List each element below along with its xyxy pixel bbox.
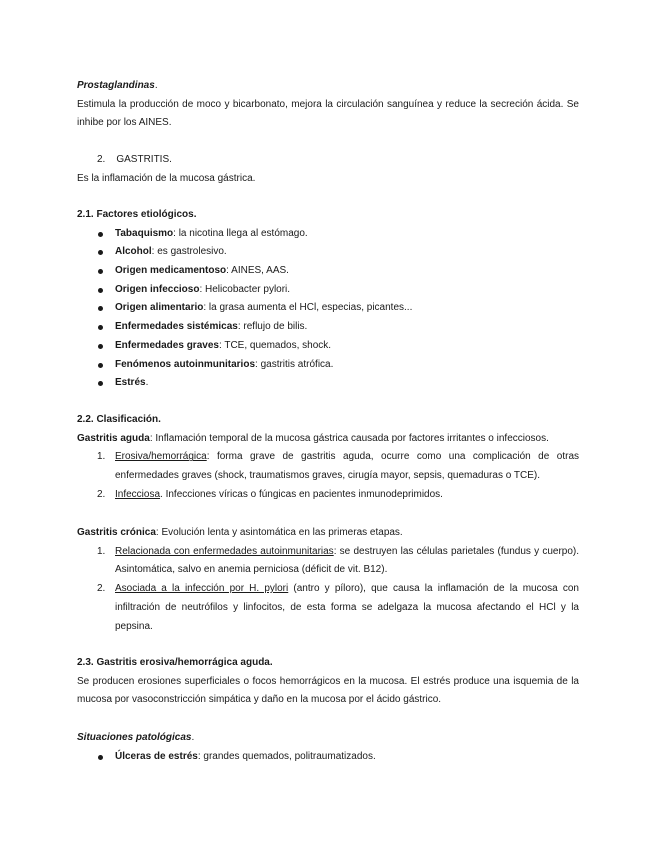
item-term: Erosiva/hemorrágica: [115, 451, 207, 463]
item-desc: : AINES, AAS.: [226, 265, 289, 277]
item-number: 1.: [97, 451, 106, 463]
list-item: [77, 374, 579, 393]
item-term: Infecciosa: [115, 488, 161, 500]
item-desc: : forma grave de gastritis aguda, ocurre como una complicación de otras enfermedades graves (shock, traumatismos graves, cirugía mayor, sepsis, quemaduras o TCE).: [115, 451, 579, 482]
factores-section: [77, 206, 579, 393]
list-item: [77, 448, 579, 485]
factores-list: [77, 225, 579, 393]
item-term: Enfermedades sistémicas: [115, 321, 238, 333]
bullet-icon: [98, 344, 103, 349]
list-item: [77, 243, 579, 262]
prostaglandinas-section: [77, 77, 579, 133]
item-term: Tabaquismo: [115, 227, 174, 239]
item-desc: : es gastrolesivo.: [151, 246, 227, 258]
item-desc: : TCE, quemados, shock.: [218, 339, 332, 351]
situaciones-list: [77, 748, 579, 767]
item-desc: .: [145, 377, 149, 389]
item-term: Úlceras de estrés: [115, 750, 198, 762]
item-term: Alcohol: [115, 246, 152, 258]
list-item: [77, 748, 579, 767]
item-term: Enfermedades graves: [115, 339, 219, 351]
item-term: Fenómenos autoinmunitarios: [115, 358, 256, 370]
bullet-icon: [98, 325, 103, 330]
list-item: [77, 580, 579, 636]
bullet-icon: [98, 269, 103, 274]
list-item: [77, 543, 579, 580]
item-desc: : gastritis atrófica.: [255, 358, 334, 370]
bullet-icon: [98, 250, 103, 255]
item-desc: . Infecciones víricas o fúngicas en pacientes inmunodeprimidos.: [160, 488, 443, 500]
gastritis-cronica-line: Gastritis crónica: Evolución lenta y asintomática en las primeras etapas.: [77, 527, 403, 538]
aguda-list: [77, 448, 579, 504]
clasificacion-section: [77, 411, 579, 505]
cronica-section: [77, 524, 579, 636]
list-item: [77, 299, 579, 318]
item-desc: : grandes quemados, politraumatizados.: [197, 750, 376, 762]
item-term: Estrés: [115, 377, 146, 389]
item-desc: : la grasa aumenta el HCl, especias, picantes...: [203, 302, 413, 314]
bullet-icon: [98, 232, 103, 237]
item-desc: (antro y píloro), que causa la inflamación de la mucosa con infiltración de neutrófilos y linfocitos, de esta forma se adelgaza la mucosa afectando el HCl y la pepsina.: [115, 583, 579, 632]
item-desc: : se destruyen las células parietales (fundus y cuerpo). Asintomática, salvo en anemia perniciosa (déficit de vit. B12).: [115, 545, 580, 576]
bullet-icon: [98, 363, 103, 368]
list-item: [77, 281, 579, 300]
cronica-list: [77, 543, 579, 637]
item-term: Relacionada con enfermedades autoinmunitarias: [115, 545, 334, 557]
gastritis-aguda-line: Gastritis aguda: Inflamación temporal de la mucosa gástrica causada por factores irritantes o infecciosos.: [77, 432, 549, 444]
prostaglandinas-text: Estimula la producción de moco y bicarbonato, mejora la circulación sanguínea y reduce la secreción ácida. Se inhibe por los AINES.: [77, 98, 579, 129]
item-desc: : la nicotina llega al estómago.: [173, 227, 308, 239]
item-term: Asociada a la infección por H. pylori: [115, 583, 289, 595]
bullet-icon: [98, 288, 103, 293]
list-item: [77, 337, 579, 356]
bullet-icon: [98, 306, 103, 311]
item-desc: : reflujo de bilis.: [237, 321, 308, 333]
erosiva-heading: 2.3. Gastritis erosiva/hemorrágica aguda.: [77, 657, 273, 668]
gastritis-definition: Es la inflamación de la mucosa gástrica.: [77, 172, 256, 184]
list-item: [77, 356, 579, 375]
situaciones-section: [77, 729, 579, 766]
bullet-icon: [98, 755, 103, 760]
erosiva-text: Se producen erosiones superficiales o focos hemorrágicos en la mucosa. El estrés produce una isquemia de la mucosa por vasoconstricción simpática y daño en la mucosa por el ácido gástrico.: [77, 675, 579, 706]
list-item: [77, 318, 579, 337]
item-number: 1.: [97, 545, 106, 557]
item-term: Origen medicamentoso: [115, 265, 227, 277]
item-desc: : Helicobacter pylori.: [199, 283, 291, 295]
erosiva-section: [77, 654, 579, 710]
factores-heading: 2.1. Factores etiológicos.: [77, 209, 197, 220]
list-item: [77, 225, 579, 244]
gastritis-section: [77, 151, 579, 188]
item-term: Origen infeccioso: [115, 283, 200, 295]
item-number: 2.: [97, 488, 106, 500]
item-term: Origen alimentario: [115, 302, 204, 314]
clasificacion-heading: 2.2. Clasificación.: [77, 414, 161, 425]
prostaglandinas-heading: Prostaglandinas.: [77, 80, 158, 91]
list-item: [77, 486, 579, 505]
gastritis-title: 2. GASTRITIS.: [97, 154, 172, 165]
item-number: 2.: [97, 583, 106, 595]
bullet-icon: [98, 381, 103, 386]
list-item: [77, 262, 579, 281]
situaciones-heading: Situaciones patológicas.: [77, 732, 195, 743]
